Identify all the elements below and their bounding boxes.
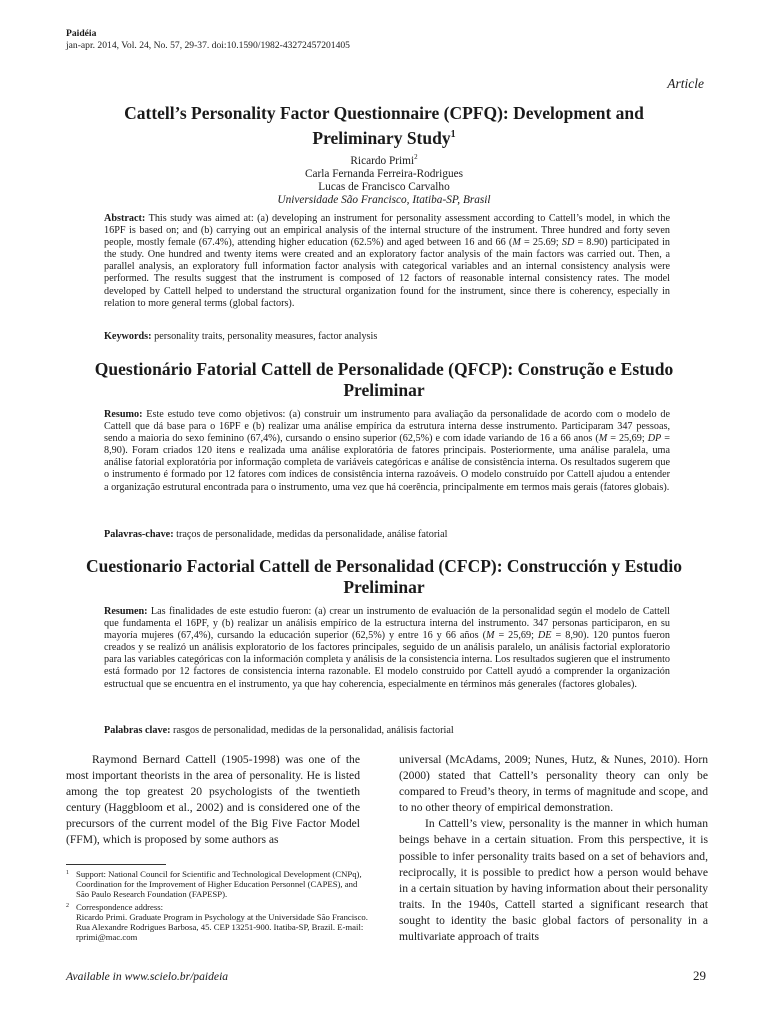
english-abstract: Abstract: This study was aimed at: (a) developing an instrument for personality assessment according to Cattell’s model, in which the 16PF is based on; and (b) carrying out an empirical analysis of the internal structure of the instrument. Three hundred and forty seven people, mostly female (67.4%), attending higher education (62.5%) and aged between 16 and 66 (M = 25.69; SD = 8.90) participated in the study. One hundred and twenty items were created and an exploratory factor analysis of the main factors was carried out. Then, a parallel analysis, an exploratory full information factor analysis with categorical variables and an internal consistency analysis were performed. The results suggest that the instrument is composed of 12 factors of reasonable internal consistency rates. The model developed by Cattell helped to understand the structural organization found for the instrument, since there is coherency, especially in relation to more general terms (global factors).	[104, 213, 671, 309]
body-paragraph: Raymond Bernard Cattell (1905-1998) was one of the most important theorists in the area of personality. He is listed among the top greatest 20 psychologists of the twentieth century (Haggbloom et al., 2002) and is considered one of the precursors of the current model of the Big Five Factor Model (FFM), which is proposed by some authors as	[66, 753, 360, 847]
resumen-label: Resumen:	[104, 606, 148, 617]
article-type-label: Article	[667, 76, 704, 91]
author-block	[60, 151, 708, 207]
footnote-1: 1 Support: National Council for Scientific and Technological Development (CNPq), Coordination for the Improvement of Higher Education Personnel (CAPES), and São Paulo Research Foundation (FAPESP).	[66, 869, 362, 900]
page-number: 29	[693, 968, 706, 983]
english-title-line2: Preliminary Study$^1$	[312, 127, 456, 148]
footnotes	[66, 869, 372, 944]
journal-citation: jan-apr. 2014, Vol. 24, No. 57, 29-37. doi:10.1590/1982-43272457201405	[66, 40, 350, 51]
availability-note: Available in www.scielo.br/paideia	[66, 970, 229, 983]
body-paragraph: In Cattell’s view, personality is the manner in which human beings behave in a certain situation. From this perspective, it is possible to infer personality traits based on a set of behaviors and, reciprocally, it is possible to predict how a person would behave in a certain situation by having information about their personality traits. In the 1940s, Cattell started a significant research that sought to identity the basic global factors of personality in a multivariate approach of traits	[399, 817, 708, 944]
body-left-column	[66, 752, 360, 849]
author-carvalho: Lucas de Francisco Carvalho	[318, 180, 450, 193]
english-keywords: Keywords: personality traits, personality measures, factor analysis	[104, 331, 378, 342]
spanish-keywords: Palabras clave: rasgos de personalidad, medidas de la personalidad, análisis factorial	[104, 725, 454, 736]
portuguese-keywords: Palavras-chave: traços de personalidade, medidas da personalidade, análise fatorial	[104, 529, 448, 540]
portuguese-title: Questionário Fatorial Cattell de Personalidade (QFCP): Construção e Estudo Preliminar	[94, 359, 674, 400]
spanish-title: Cuestionario Factorial Cattell de Personalidad (CFCP): Construcción y Estudio Preliminar	[86, 556, 682, 597]
author-ferreira-rodrigues: Carla Fernanda Ferreira-Rodrigues	[304, 167, 464, 180]
palabras-clave-label: Palabras clave:	[104, 725, 171, 736]
author-primi: Ricardo Primi$^2$	[350, 153, 418, 167]
portuguese-abstract: Resumo: Este estudo teve como objetivos: (a) construir um instrumento para avaliação da personalidade de acordo com o modelo de Cattell que dá base para o 16PF e (b) realizar uma análise empírica da estrutura interna desse instrumento. Participaram 347 pessoas, sendo a maioria do sexo feminino (67,4%), cursando o ensino superior (62,5%) e com idade variando de 16 a 66 anos (M = 25,69; DP = 8,90). Foram criados 120 itens e realizada uma análise exploratória de fatores principais. Posteriormente, uma análise paralela, uma análise fatorial exploratória por informação completa de variáveis categóricas e análise de consistência interna. Os resultados sugerem que o instrumento é formado por 12 fatores com índices de consistência interna razoáveis. O modelo construído por Cattell ajudou a entender a organização estrutural encontrada para o instrumento, uma vez que há coerência, principalmente em termos mais gerais (fatores globais).	[104, 409, 671, 493]
body-paragraph: universal (McAdams, 2009; Nunes, Hutz, & Nunes, 2010). Horn (2000) stated that Cattell’s personality theory can only be compared to Freud’s theory, in terms of magnitude and scope, and to no other theory of empirical demonstration.	[399, 753, 708, 815]
abstract-label: Abstract:	[104, 213, 146, 224]
english-title-line1: Cattell’s Personality Factor Questionnaire (CPFQ): Development and	[124, 103, 644, 123]
author-affiliation: Universidade São Francisco, Itatiba-SP, Brasil	[277, 193, 491, 206]
spanish-abstract: Resumen: Las finalidades de este estudio fueron: (a) crear un instrumento de evaluación de la personalidad según el modelo de Cattell que fundamenta el 16PF, y (b) realizar un análisis empírico de la estructura interna del instrumento. 347 personas participaron, en su mayoría mujeres (67,4%), cursando la educación superior (62,5%) y entre 16 y 66 años (M = 25,69; DE = 8,90). 120 puntos fueron creados y se realizó un análisis exploratorio de los factores principales, seguido de un análisis paralelo, un análisis factorial exploratorio para las variables categóricas con la información completa y análisis de la consistencia interna. Los resultados sugieren que el instrumento está formado por 12 factores de consistencia interna razonable. El modelo construido por Cattell ayudó a comprender la organización estructual que se encuentra en el instrumento, ya que hay coherencia, especialmente en términos más generales (factores globales).	[104, 606, 670, 690]
body-right-column	[399, 752, 708, 945]
author-footnote-mark: 2	[414, 153, 418, 161]
journal-header	[66, 28, 350, 52]
journal-name: Paidéia	[66, 28, 97, 39]
resumo-label: Resumo:	[104, 409, 143, 420]
footnote-2: 2 Correspondence address: Ricardo Primi. Graduate Program in Psychology at the Universidade São Francisco. Rua Alexandre Rodrigues Barbosa, 45. CEP 13251-900. Itatiba-SP, Brazil. E-mail: rprimi@mac.com	[66, 901, 368, 943]
keywords-label: Keywords:	[104, 331, 152, 342]
title-footnote-mark: 1	[450, 129, 456, 140]
english-title	[60, 103, 708, 149]
footnote-divider	[66, 864, 166, 865]
palavras-chave-label: Palavras-chave:	[104, 529, 174, 540]
